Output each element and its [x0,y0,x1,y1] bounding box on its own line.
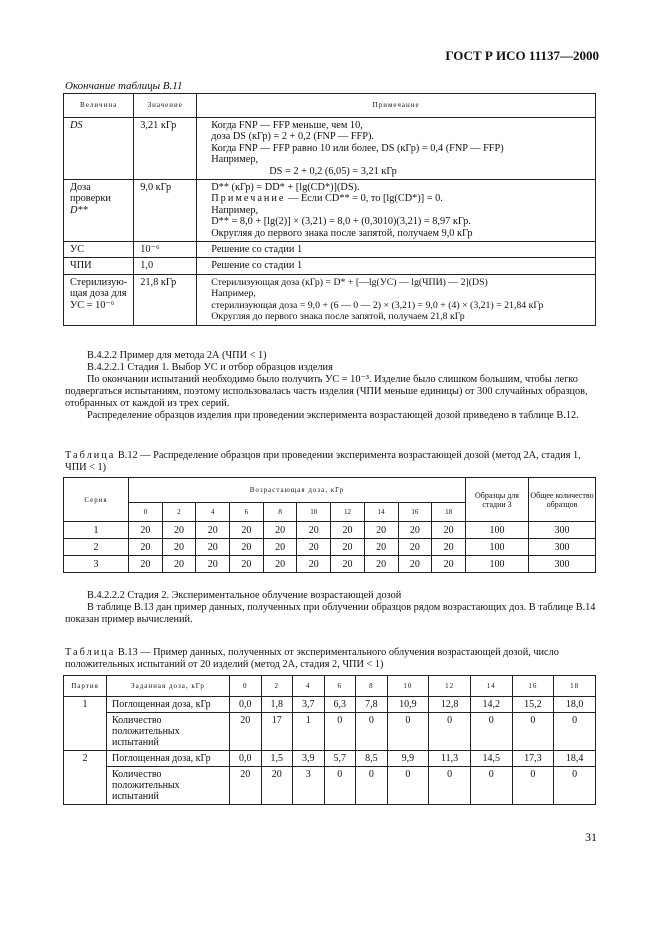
body-text: В.4.2.2 Пример для метода 2А (ЧПИ < 1) В.4.2.2.1 Стадия 1. Выбор УС и отбор образцов изделия По окончании испытаний необходимо было получить УС = 10⁻³. Изделие было слишком большим, чтобы легко подвергаться испытаниям, поэтому использовалась часть изделия (ЧПИ меньше единицы) от 300 случайных образцов, отобранных от каждой из трех серий. Распределение образцов изделия при проведении эксперимента возрастающей дозой приведено в таблице В.12. [65,350,588,421]
table-row: УС 10⁻⁶ Решение со стадии 1 [64,242,596,258]
table-row: Стерилизую- щая доза для УС = 10⁻⁶ 21,8 кГр Стерилизующая доза (кГр) = D* + [—lg(УС) — lg(ЧПИ) — 2](DS) Например, стерилизующая доза = 9,0 + (6 — 0 — 2) × (3,21) = 9,0 + (4) × (3,21) = 21,84 кГр Округляя до первого знака после запятой, получаем 21,8 кГр [64,274,596,325]
table-row: 1 20 20 20 20 20 20 20 20 20 20 100 300 [64,522,596,539]
table-b13: Партия Заданная доза, кГр 0 2 4 6 8 10 12 14 16 18 1 Поглощенная доза, кГр 0,0 1,8 3,7 6,3 7,8 10,9 12,8 14,2 15,2 18,0 Количество положительных испытаний 20 17 1 0 0 0 0 0 0 0 2 Поглощенная доза, кГр 0,0 1,5 3,9 5,7 8,5 9,9 11,3 14,5 17,3 18,4 Количество положительных испытаний 20 20 3 0 0 0 0 0 0 0 [63,675,596,805]
table-row: ЧПИ 1,0 Решение со стадии 1 [64,258,596,274]
table-row: 2 20 20 20 20 20 20 20 20 20 20 100 300 [64,539,596,556]
col-header: Примечание [197,94,596,118]
table-b12: Серия Возрастающая доза, кГр Образцы для стадии 3 Общее количество образцов 0 2 4 6 8 10 12 14 16 18 1 20 20 20 20 20 20 20 20 20 20 100 300 2 20 20 20 20 20 20 20 20 20 20 100 300 3 20 20 20 20 20 20 20 20 20 20 100 300 [63,477,596,573]
table-b11-caption: Окончание таблицы В.11 [65,80,183,92]
page-header: ГОСТ Р ИСО 11137—2000 [445,48,599,63]
table-row: 1 Поглощенная доза, кГр 0,0 1,8 3,7 6,3 7,8 10,9 12,8 14,2 15,2 18,0 [64,697,596,713]
table-row: Количество положительных испытаний 20 17 1 0 0 0 0 0 0 0 [64,713,596,751]
table-b13-title: Таблица В.13 — Пример данных, полученных от экспериментального облучения возрастающей дозой, число положительных испытаний от 20 изделий (метод 2А, стадия 2, ЧПИ < 1) [65,647,559,670]
table-row: DS 3,21 кГр Когда FNP — FFP меньше, чем 10, доза DS (кГр) = 2 + 0,2 (FNP — FFP). Когда FNP — FFP равно 10 или более, DS (кГр) = 0,4 (FNP — FFP) Например, DS = 2 + 0,2 (6,05) = 3,21 кГр [64,118,596,180]
col-header: Общее количество образцов [529,478,596,522]
table-b12-title: Таблица В.12 — Распределение образцов при проведении эксперимента возрастающей дозой (метод 2А, стадия 1, ЧПИ < 1) [65,450,581,473]
page-number: 31 [585,830,597,844]
col-header: Величина [64,94,134,118]
col-header: Серия [64,478,129,522]
table-row: 3 20 20 20 20 20 20 20 20 20 20 100 300 [64,556,596,573]
table-row: Количество положительных испытаний 20 20 3 0 0 0 0 0 0 0 [64,767,596,805]
table-b11 [63,93,596,326]
col-header: Возрастающая доза, кГр [129,478,466,503]
table-row: 2 Поглощенная доза, кГр 0,0 1,5 3,9 5,7 8,5 9,9 11,3 14,5 17,3 18,4 [64,751,596,767]
table-row: Доза проверки D** 9,0 кГр D** (кГр) = DD* + [lg(CD*)](DS). Примечание — Если CD** = 0, то [lg(CD*)] = 0. Например, D** = 8,0 + [lg(2)] × (3,21) = 8,0 + (0,3010)(3,21) = 8,97 кГр. Округляя до первого знака после запятой, получаем 9,0 кГр [64,180,596,242]
col-header: Образцы для стадии 3 [466,478,529,522]
body-text-2: В.4.2.2.2 Стадия 2. Экспериментальное облучение возрастающей дозой В таблице В.13 дан пример данных, полученных при облучении образцов рядом возрастающих доз. В таблице В.14 показан пример вычислений. [65,590,596,625]
col-header: Значение [134,94,197,118]
